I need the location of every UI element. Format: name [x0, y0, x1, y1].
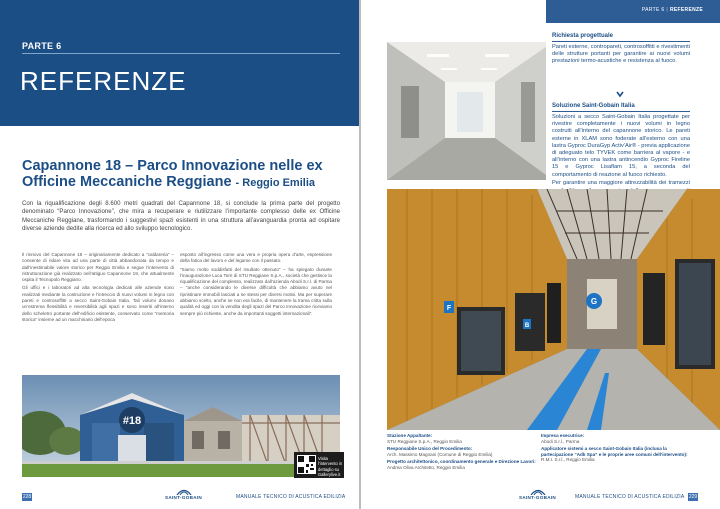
section-header-band [0, 0, 359, 126]
left-page [0, 0, 359, 509]
credit-value: Arch. Massimo Magnani (Comune di Reggio Emilia) [387, 451, 493, 457]
credit-label: Impresa esecutrice: [541, 433, 585, 438]
project-credits-a [387, 433, 537, 472]
building-number: #18 [122, 415, 142, 427]
body-column-b [180, 252, 332, 317]
floor-sign-label: F [446, 305, 452, 312]
interior-hall-photo [387, 189, 720, 430]
solution-paragraph: Per garantire una maggiore attrezzabilità dei tramezzi [552, 180, 690, 187]
footer-title: MANUALE TECNICO DI ACUSTICA EDILIZIA [575, 494, 685, 500]
credit-value: Abodi S.r.l., Parma [541, 438, 580, 444]
credit-value: R.M.I. S.r.l., Reggio Emilia [541, 457, 595, 463]
qr-code[interactable] [297, 455, 316, 474]
logo-wordmark: SAINT-GOBAIN [165, 495, 203, 500]
body-paragraph: esposto all’ingresso come una vera e propria opera d’arte, espressione della fatica del lavoro e del legame con il passato. [180, 252, 332, 264]
logo-arch-icon [175, 488, 193, 495]
section-label: PARTE 6 [22, 41, 62, 51]
floor-sign-label: B [524, 323, 530, 329]
page-number: 229 [688, 494, 698, 500]
running-header-band [546, 0, 720, 23]
project-credits-b [541, 433, 691, 465]
credit-label: Applicatore sistemi a secco Saint-Gobain Italia (inclusa la partecipazione “Adk Spa” e le proprie aree comuni dell’intervento): [541, 445, 688, 457]
info-divider [552, 41, 690, 42]
credit-value: STU Reggiane S.p.A., Reggio Emilia [387, 438, 462, 444]
body-paragraph: Il rinnovo del Capannone 18 – originariamente dedicato a “caldareria” – consente di ridare vita ad una parte di città abbandonata da tempo e dall’inestimabile valore storico per Reggio Emilia e segue l’intervento di ristrutturazione già realizzato nell’attiguo Capannone 19, che attualmente ospita il Tecnopolo Reggiano. [22, 252, 174, 283]
headline-location: - Reggio Emilia [235, 177, 316, 189]
footer-title: MANUALE TECNICO DI ACUSTICA EDILIZIA [236, 494, 346, 500]
logo-arch-icon [529, 488, 547, 495]
credit-label: Progetto architettonico, coordinamento generale e Direzione Lavori: [387, 458, 536, 464]
body-paragraph: “Siamo molto soddisfatti del risultato ottenuto” – ha spiegato durante l’inaugurazione Luca Torri di STU Reggiane S.p.A., società che gestisce la riqualificazione del complesso, realizzato dall’azienda Abodi S.r.l. di Parma – “anche considerando le diverse difficoltà che abbiamo avuto nel ripristinare immobili lasciati a se stessi per diversi motivi. Ma per superare abbiamo scelto, anche se non era facile, di mantenere la trama critta sulla qualità ed oggi con la vendita degli spazi del Parco Innovazione riceviamo sempre più richieste, anche da importanti soggetti internazionali”. [180, 266, 332, 316]
qr-caption: Visita l’intervento in dettaglio su Gallerylive.it [318, 456, 343, 478]
corridor-photo [387, 42, 553, 180]
saint-gobain-logo [519, 488, 556, 500]
building-exterior-photo [22, 375, 340, 477]
solution-heading: Soluzione Saint-Gobain Italia [552, 103, 635, 109]
running-header-title: REFERENZE [670, 7, 703, 13]
running-header-section: PARTE 6 [641, 7, 665, 13]
request-heading: Richiesta progettuale [552, 33, 614, 39]
saint-gobain-logo [165, 488, 202, 500]
section-title: REFERENZE [20, 66, 187, 96]
credit-label: Stazione Appaltante: [387, 433, 433, 438]
credit-value: Andrea Oliva Architetto, Reggio Emilia [387, 464, 465, 470]
body-paragraph: Gli uffici e i laboratori ad alta tecnologia dedicati alle aziende sono realizzati mediante la costruzione e l’intreccio di nuovi volumi in legno con pareti e controsoffitti a secco Saint-Gobain Italia. Tali volumi donano un’estrema flessibilità e reversibilità agli spazi e sono inseriti all’interno dello scheletro portante dell’edificio esistente, conservato come “memoria storica” insieme ad un macchinario dell’epoca [22, 285, 174, 322]
right-page [361, 0, 720, 509]
request-text: Pareti esterne, contropareti, controsoffitti e rivestimenti delle strutture portanti per garantire ai nuovi volumi prestazioni termo-acustiche e resistenza al fuoco. [552, 44, 690, 65]
intro-paragraph: Con la riqualificazione degli 8.600 metri quadrati del Capannone 18, si conclude la prima parte del progetto denominato “Parco Innovazione”, che mira a recuperare e riutilizzare l’importante complesso delle ex Officine Meccaniche Reggiane, trasformando i suggestivi spazi esistenti in una struttura all’avanguardia pronta ad ospitare diverse aziende dedite alla ricerca ed allo sviluppo tecnologico. [22, 200, 340, 232]
credit-label: Responsabile Unico del Procedimento: [387, 445, 473, 451]
running-header: PARTE 6 | REFERENZE [641, 7, 703, 13]
info-divider [552, 111, 690, 112]
article-headline [22, 158, 347, 191]
headline-text: Capannone 18 – Parco Innovazione nelle ex Officine Meccaniche Reggiane [22, 158, 323, 190]
section-divider [22, 53, 340, 54]
page-number: 228 [22, 494, 32, 500]
qr-callout[interactable] [294, 452, 344, 478]
chevron-down-icon [616, 90, 624, 98]
solution-paragraph: Soluzioni a secco Saint-Gobain Italia progettate per rivestire completamente i nuovi volumi in legno costruiti all’interno del capannone storico. Le pareti esterne in XLAM sono foderate all’esterno con una lastra Gyproc DuraGyp Activ’Air® - previa applicazione di adeguato telo TYVEK come barriera al vapore - e all’interno con una lastra antincendio Gyproc Fireline 15 e Gyproc Lisaflam 15, a seconda del comportamento di reazione al fuoco richiesto. [552, 114, 690, 178]
body-column-a [22, 252, 174, 323]
floor-sign-label: G [590, 297, 598, 306]
logo-wordmark: SAINT-GOBAIN [519, 495, 557, 500]
